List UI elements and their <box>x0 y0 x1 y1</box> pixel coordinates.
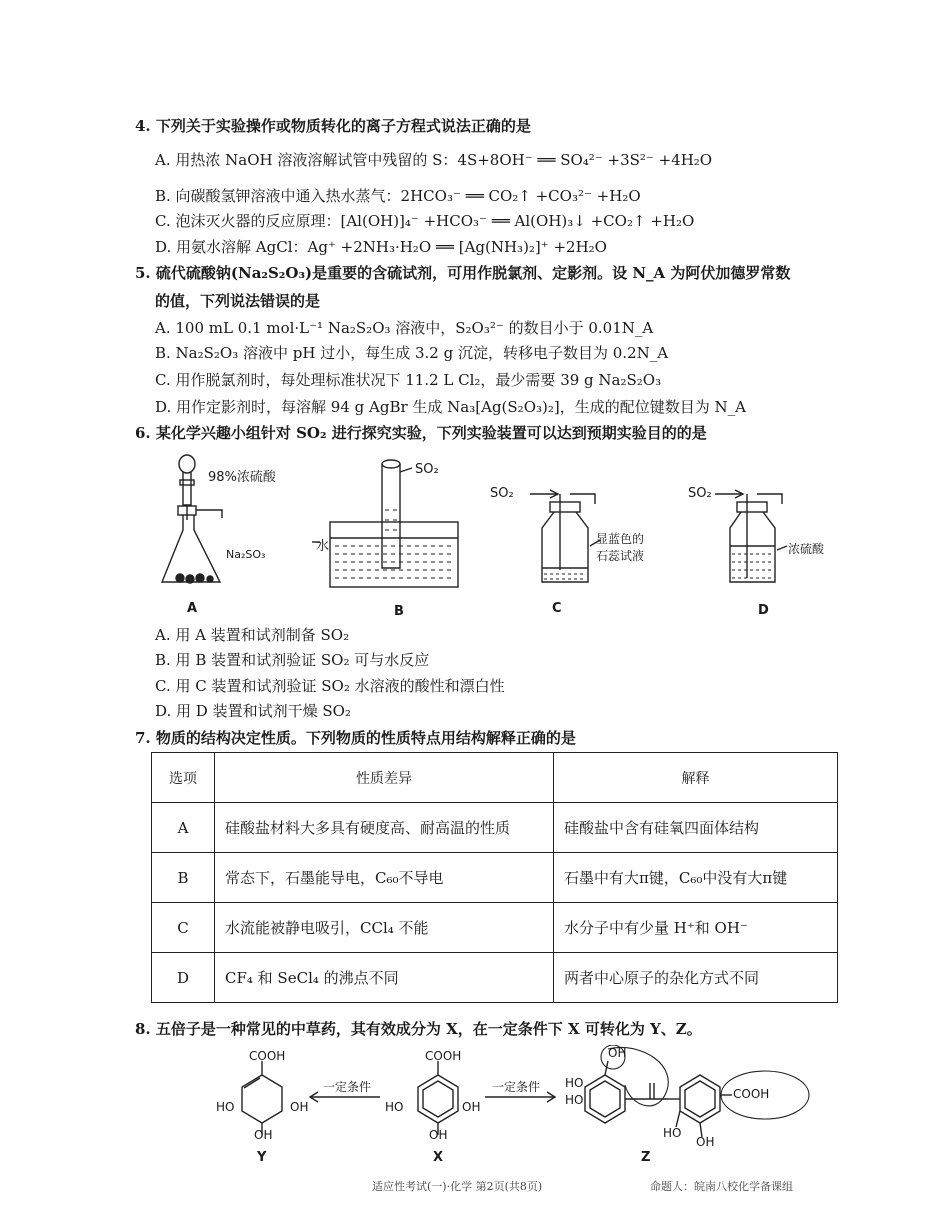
apparatus-b <box>312 460 458 587</box>
row-explanation: 水分子中有少量 H⁺和 OH⁻ <box>554 903 838 953</box>
row-property: CF₄ 和 SeCl₄ 的沸点不同 <box>215 953 554 1003</box>
apparatus-c <box>530 490 600 582</box>
ring-z2 <box>680 1075 720 1123</box>
footer-page-info: 适应性考试(一)·化学 第2页(共8页) <box>372 1180 543 1193</box>
y-ho: HO <box>216 1100 235 1114</box>
header-option: 选项 <box>152 753 215 803</box>
row-explanation: 两者中心原子的杂化方式不同 <box>554 953 838 1003</box>
y-cooh: COOH <box>249 1049 286 1063</box>
z-oh-top: OH <box>608 1046 627 1060</box>
ring-y <box>242 1075 282 1123</box>
label-98-sulfuric: 98%浓硫酸 <box>208 470 276 485</box>
label-d-so2: SO₂ <box>688 486 712 501</box>
ring-x <box>418 1075 458 1123</box>
label-b-water: 水 <box>316 539 330 554</box>
table-row <box>152 903 838 953</box>
apparatus-d <box>715 490 787 582</box>
z-oh-bottom: OH <box>696 1135 715 1149</box>
z-ho-bottom: HO <box>663 1126 682 1140</box>
x-cooh: COOH <box>425 1049 462 1063</box>
q5-stem-line1: 5. 硫代硫酸钠(Na₂S₂O₃)是重要的含硫试剂，可用作脱氯剂、定影剂。设 N_A 为阿伏加德罗常数 <box>135 264 791 282</box>
row-option: B <box>152 853 215 903</box>
label-c-reagent-2: 石蕊试液 <box>596 549 645 563</box>
q4-option-c: C. 泡沫灭火器的反应原理：[Al(OH)]₄⁻ +HCO₃⁻ ══ Al(OH)₃↓ +CO₂↑ +H₂O <box>155 212 695 230</box>
x-oh-bottom: OH <box>429 1128 448 1142</box>
z-ho-2: HO <box>565 1093 584 1107</box>
table-row <box>152 853 838 903</box>
label-c: C <box>552 601 562 616</box>
header-explanation: 解释 <box>554 753 838 803</box>
label-d-reagent: 浓硫酸 <box>788 542 825 556</box>
q4-option-b: B. 向碳酸氢钾溶液中通入热水蒸气：2HCO₃⁻ ══ CO₂↑ +CO₃²⁻ +H₂O <box>155 187 641 205</box>
q5-option-a: A. 100 mL 0.1 mol·L⁻¹ Na₂S₂O₃ 溶液中，S₂O₃²⁻ 的数目小于 0.01N_A <box>155 319 654 337</box>
row-property: 硅酸盐材料大多具有硬度高、耐高温的性质 <box>215 803 554 853</box>
label-a: A <box>187 601 198 616</box>
q4-option-a: A. 用热浓 NaOH 溶液溶解试管中残留的 S：4S+8OH⁻ ══ SO₄²⁻ +3S²⁻ +4H₂O <box>155 151 713 169</box>
x-oh-right: OH <box>462 1100 481 1114</box>
z-cooh: COOH <box>733 1087 770 1101</box>
q6-option-d: D. 用 D 装置和试剂干燥 SO₂ <box>155 702 351 720</box>
ring-z1 <box>585 1075 625 1123</box>
q6-option-b: B. 用 B 装置和试剂验证 SO₂ 可与水反应 <box>155 651 430 669</box>
q4-option-d: D. 用氨水溶解 AgCl：Ag⁺ +2NH₃·H₂O ══ [Ag(NH₃)₂]⁺ +2H₂O <box>155 238 607 256</box>
y-oh-right: OH <box>290 1100 309 1114</box>
q5-option-c: C. 用作脱氯剂时，每处理标准状况下 11.2 L Cl₂，最少需要 39 g Na₂S₂O₃ <box>155 371 662 389</box>
label-z: Z <box>641 1150 651 1165</box>
header-property: 性质差异 <box>215 753 554 803</box>
label-b: B <box>394 604 404 619</box>
q5-stem-line2: 的值，下列说法错误的是 <box>155 292 321 310</box>
row-option: C <box>152 903 215 953</box>
row-property: 常态下，石墨能导电，C₆₀不导电 <box>215 853 554 903</box>
label-y: Y <box>257 1150 267 1165</box>
q8-stem: 8. 五倍子是一种常见的中草药，其有效成分为 X，在一定条件下 X 可转化为 Y、Z。 <box>135 1020 702 1038</box>
table-row <box>152 803 838 853</box>
footer-author: 命题人：皖南八校化学备课组 <box>650 1180 793 1193</box>
label-na2so3: Na₂SO₃ <box>226 548 266 561</box>
label-x: X <box>433 1150 444 1165</box>
label-c-reagent-1: 显蓝色的 <box>596 532 645 546</box>
q6-option-a: A. 用 A 装置和试剂制备 SO₂ <box>155 626 350 644</box>
row-option: D <box>152 953 215 1003</box>
arrow-label-right: 一定条件 <box>492 1080 541 1094</box>
label-d: D <box>758 603 769 618</box>
label-c-so2: SO₂ <box>490 486 514 501</box>
q6-stem: 6. 某化学兴趣小组针对 SO₂ 进行探究实验，下列实验装置可以达到预期实验目的的是 <box>135 424 707 442</box>
arrow-label-left: 一定条件 <box>323 1080 372 1094</box>
label-b-so2: SO₂ <box>415 462 439 477</box>
row-property: 水流能被静电吸引，CCl₄ 不能 <box>215 903 554 953</box>
row-explanation: 石墨中有大π键，C₆₀中没有大π键 <box>554 853 838 903</box>
table-row <box>152 953 838 1003</box>
row-explanation: 硅酸盐中含有硅氧四面体结构 <box>554 803 838 853</box>
row-option: A <box>152 803 215 853</box>
q7-table <box>151 752 838 1003</box>
q7-stem: 7. 物质的结构决定性质。下列物质的性质特点用结构解释正确的是 <box>135 729 576 747</box>
q5-option-d: D. 用作定影剂时，每溶解 94 g AgBr 生成 Na₃[Ag(S₂O₃)₂]，生成的配位键数目为 N_A <box>155 398 746 416</box>
q4-stem: 4. 下列关于实验操作或物质转化的离子方程式说法正确的是 <box>135 117 531 135</box>
q5-option-b: B. Na₂S₂O₃ 溶液中 pH 过小，每生成 3.2 g 沉淀，转移电子数目为 0.2N_A <box>155 344 669 362</box>
x-ho: HO <box>385 1100 404 1114</box>
y-oh-bottom: OH <box>254 1128 273 1142</box>
table-header-row <box>152 753 838 803</box>
z-ho-1: HO <box>565 1076 584 1090</box>
q6-option-c: C. 用 C 装置和试剂验证 SO₂ 水溶液的酸性和漂白性 <box>155 677 505 695</box>
